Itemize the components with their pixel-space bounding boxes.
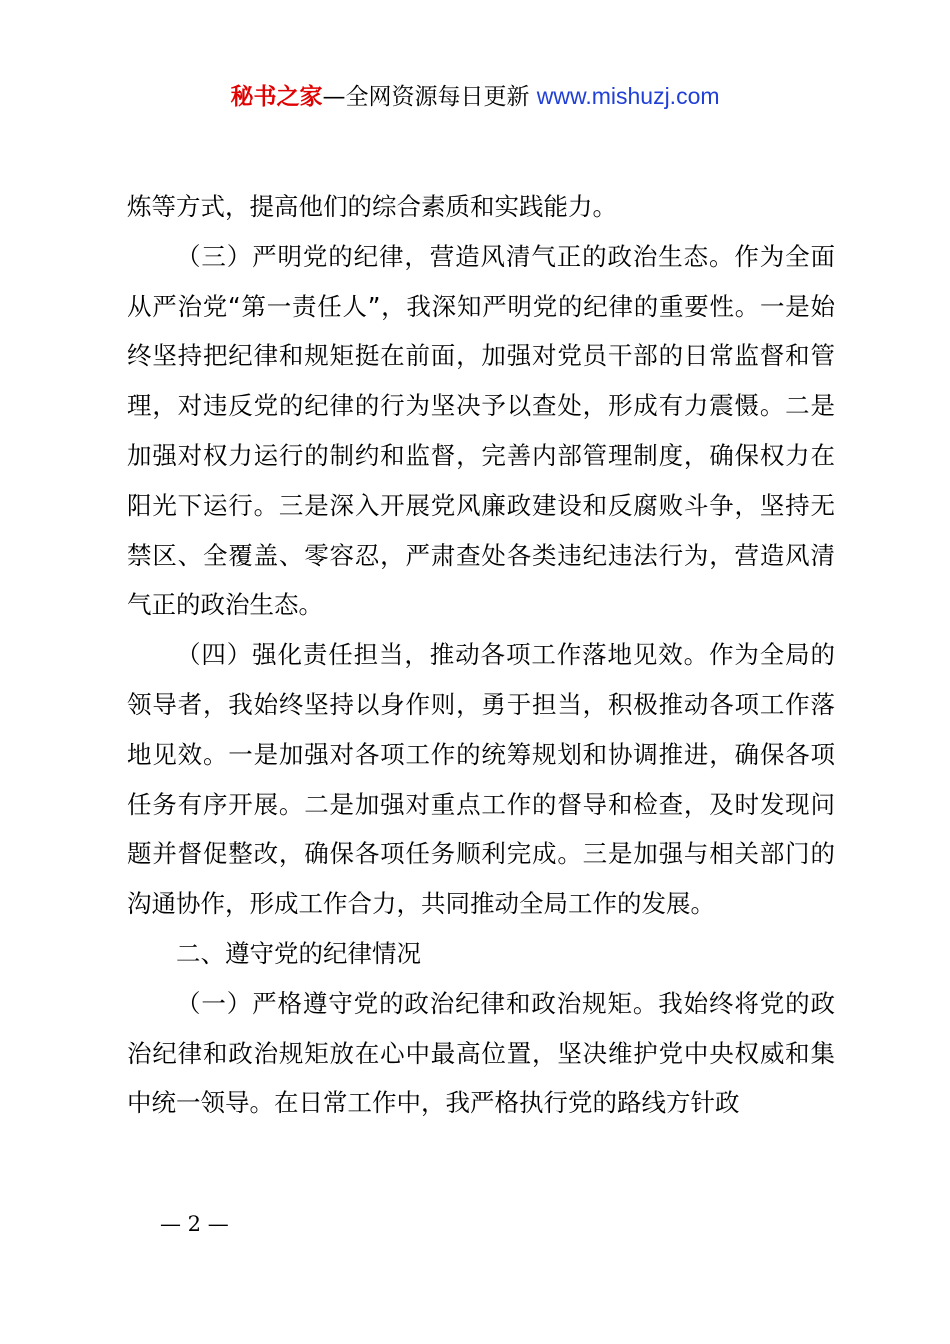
document-body: [127, 182, 835, 1128]
site-header: [0, 80, 950, 113]
site-brand: 秘书之家: [230, 84, 323, 110]
paragraph-continuation: 炼等方式，提高他们的综合素质和实践能力。: [127, 192, 617, 221]
section-heading: 二、遵守党的纪律情况: [176, 938, 421, 968]
paragraph-section-4: （四）强化责任担当，推动各项工作落地见效。作为全局的领导者，我始终坚持以身作则，勇于担当，积极推动各项工作落地见效。一是加强对各项工作的统筹规划和协调推进，确保各项任务有序开展。二是加强对重点工作的督导和检查，及时发现问题并督促整改，确保各项任务顺利完成。三是加强与相关部门的沟通协作，形成工作合力，共同推动全局工作的发展。: [127, 640, 835, 919]
paragraph-subsection-1: （一）严格遵守党的政治纪律和政治规矩。我始终将党的政治纪律和政治规矩放在心中最高位置，坚决维护党中央权威和集中统一领导。在日常工作中，我严格执行党的路线方针政: [127, 988, 835, 1118]
site-tagline: —全网资源每日更新: [322, 84, 530, 110]
site-url[interactable]: www.mishuzj.com: [536, 83, 720, 109]
paragraph-section-3: （三）严明党的纪律，营造风清气正的政治生态。作为全面从严治党“第一责任人”，我深知严明党的纪律的重要性。一是始终坚持把纪律和规矩挺在前面，加强对党员干部的日常监督和管理，对违反党的纪律的行为坚决予以查处，形成有力震慑。二是加强对权力运行的制约和监督，完善内部管理制度，确保权力在阳光下运行。三是深入开展党风廉政建设和反腐败斗争，坚持无禁区、全覆盖、零容忍，严肃查处各类违纪违法行为，营造风清气正的政治生态。: [127, 241, 835, 620]
page-number: — 2 —: [160, 1212, 229, 1236]
